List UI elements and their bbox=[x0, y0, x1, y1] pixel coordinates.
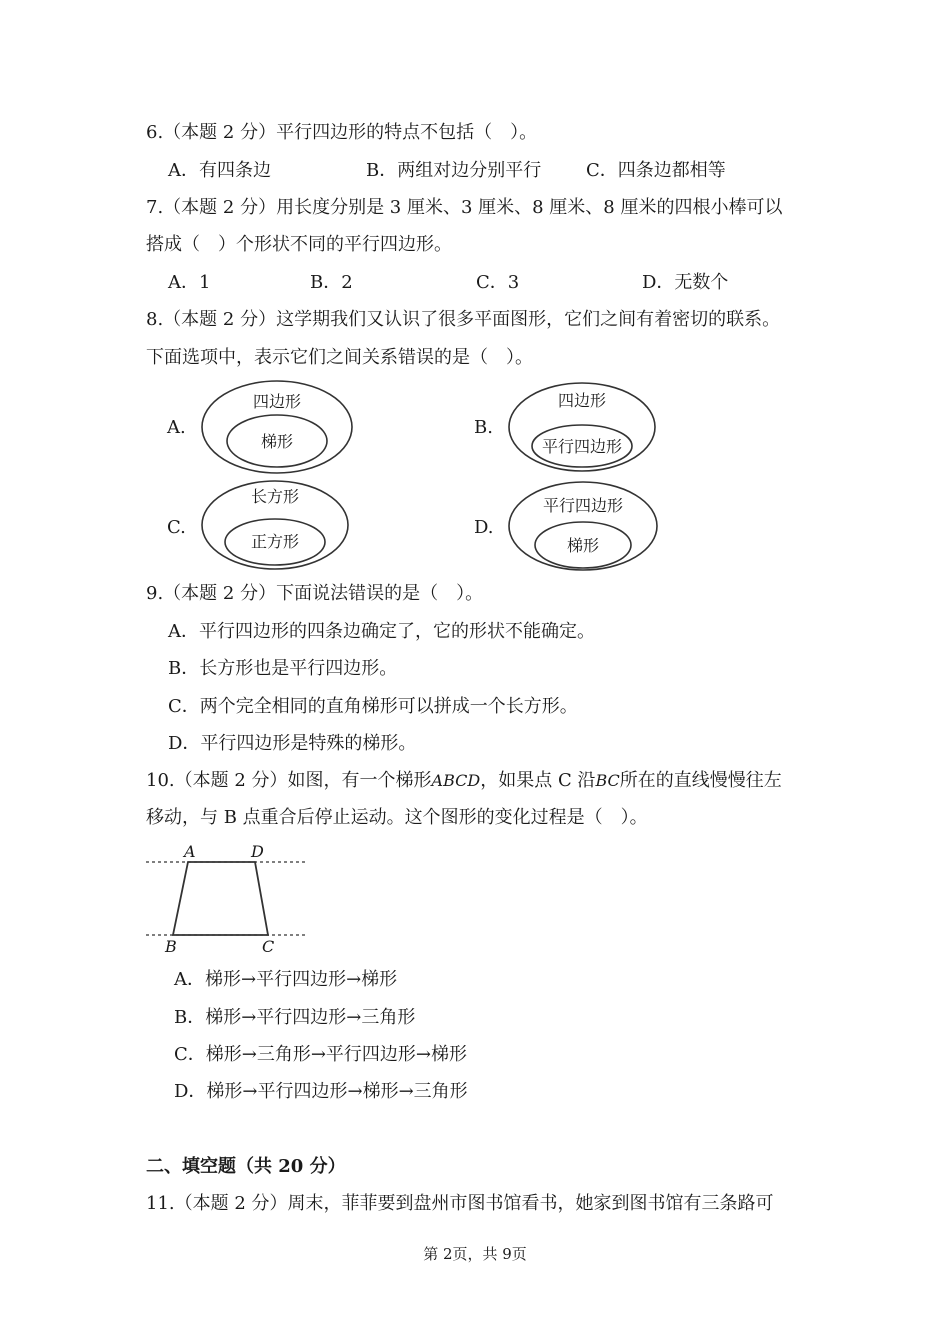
q11-stem: 11.（本题 2 分）周末，菲菲要到盘州市图书馆看书，她家到图书馆有三条路可 bbox=[146, 1193, 774, 1214]
venn-c-letter: C. bbox=[167, 517, 186, 538]
q7-stem-line1: 7.（本题 2 分）用长度分别是 3 厘米、3 厘米、8 厘米、8 厘米的四根小棒可以 bbox=[146, 197, 783, 218]
venn-b-outer-label: 四边形 bbox=[557, 391, 607, 410]
vertex-b-label: B bbox=[165, 937, 177, 956]
q10-stem-part1: 10.（本题 2 分）如图，有一个梯形 bbox=[146, 770, 432, 791]
venn-a-outer-label: 四边形 bbox=[252, 392, 302, 411]
q10-trapezoid-figure bbox=[146, 842, 308, 956]
q6-option-c: C．四条边都相等 bbox=[586, 160, 726, 181]
q10-option-c: C．梯形→三角形→平行四边形→梯形 bbox=[174, 1044, 468, 1065]
q10-stem-part2: ，如果点 C 沿 bbox=[480, 770, 596, 791]
venn-d-inner-label: 梯形 bbox=[566, 536, 600, 555]
vertex-d-label: D bbox=[251, 842, 264, 861]
q9-option-c: C．两个完全相同的直角梯形可以拼成一个长方形。 bbox=[168, 696, 578, 717]
q8-stem-line1: 8.（本题 2 分）这学期我们又认识了很多平面图形，它们之间有着密切的联系。 bbox=[146, 309, 781, 330]
q6-stem: 6.（本题 2 分）平行四边形的特点不包括（ ）。 bbox=[146, 122, 538, 143]
q7-option-c: C．3 bbox=[476, 272, 520, 293]
page-footer: 第 2页，共 9页 bbox=[423, 1245, 527, 1263]
venn-d-outer-label: 平行四边形 bbox=[542, 496, 624, 515]
q9-option-b: B．长方形也是平行四边形。 bbox=[168, 658, 398, 679]
q9-option-d: D．平行四边形是特殊的梯形。 bbox=[168, 733, 417, 754]
q10-option-a: A．梯形→平行四边形→梯形 bbox=[174, 969, 398, 990]
venn-a-letter: A. bbox=[167, 417, 186, 438]
vertex-c-label: C bbox=[262, 937, 275, 956]
q10-option-b: B．梯形→平行四边形→三角形 bbox=[174, 1007, 416, 1028]
q7-stem-line2: 搭成（ ）个形状不同的平行四边形。 bbox=[146, 234, 452, 255]
q6-option-b: B．两组对边分别平行 bbox=[366, 160, 542, 181]
venn-d-letter: D. bbox=[474, 517, 494, 538]
q9-stem: 9.（本题 2 分）下面说法错误的是（ ）。 bbox=[146, 583, 484, 604]
q10-trapezoid-name: ABCD bbox=[431, 771, 481, 790]
q6-option-a: A．有四条边 bbox=[168, 160, 271, 181]
q10-stem-line2: 移动，与 B 点重合后停止运动。这个图形的变化过程是（ ）。 bbox=[146, 807, 648, 828]
q10-option-d: D．梯形→平行四边形→梯形→三角形 bbox=[174, 1081, 468, 1102]
section-fill-in-title: 二、填空题（共 20 分） bbox=[146, 1156, 346, 1177]
q10-segment-bc: BC bbox=[595, 771, 620, 790]
venn-c-outer-label: 长方形 bbox=[250, 487, 300, 506]
q10-stem-part3: 所在的直线慢慢往左 bbox=[619, 770, 782, 791]
venn-a-inner-label: 梯形 bbox=[260, 432, 294, 451]
venn-b-letter: B. bbox=[474, 417, 493, 438]
q8-stem-line2: 下面选项中，表示它们之间关系错误的是（ ）。 bbox=[146, 347, 533, 368]
q10-stem-line1 bbox=[146, 769, 782, 793]
venn-b-inner-label: 平行四边形 bbox=[541, 437, 623, 456]
trapezoid-abcd bbox=[173, 862, 268, 935]
q7-option-d: D．无数个 bbox=[642, 272, 729, 293]
q7-option-b: B．2 bbox=[310, 272, 353, 293]
q9-option-a: A．平行四边形的四条边确定了，它的形状不能确定。 bbox=[168, 621, 595, 642]
q7-option-a: A．1 bbox=[168, 272, 211, 293]
vertex-a-label: A bbox=[184, 842, 196, 861]
venn-c-inner-label: 正方形 bbox=[250, 532, 300, 551]
